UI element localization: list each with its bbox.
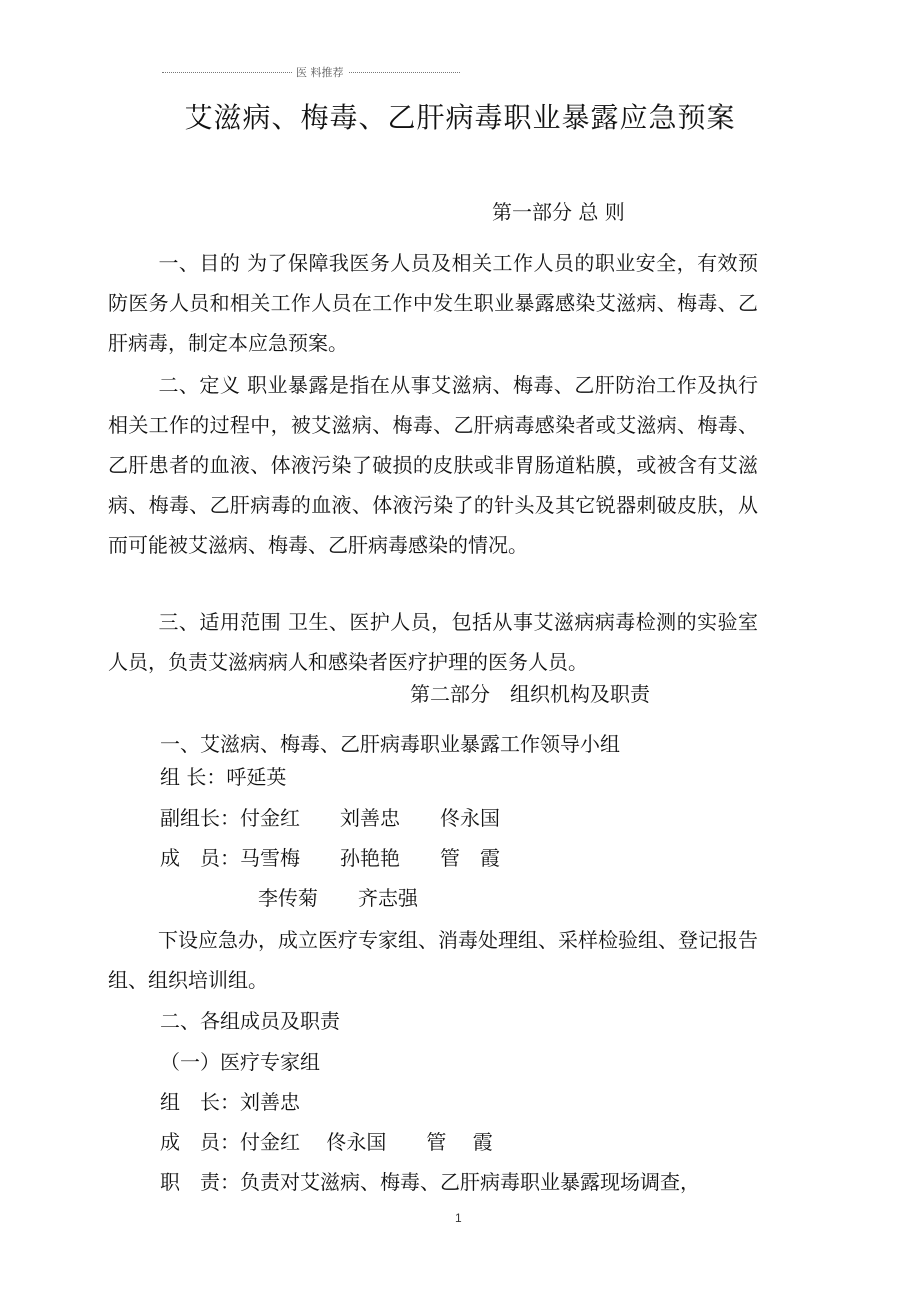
paragraph-purpose-text: 一、目的 为了保障我医务人员及相关工作人员的职业安全，有效预防医务人员和相关工作人员在工作中发生职业暴露感染艾滋病、梅毒、乙肝病毒，制定本应急预案。	[108, 251, 758, 355]
document-title: 艾滋病、梅毒、乙肝病毒职业暴露应急预案	[184, 101, 736, 134]
paragraph-scope	[108, 602, 758, 682]
part2-heading: 第二部分 组织机构及职责	[410, 682, 650, 706]
vice-leaders-line: 副组长：付金红 刘善忠 佟永国	[160, 806, 500, 830]
paragraph-office-text: 下设应急办，成立医疗专家组、消毒处理组、采样检验组、登记报告组、组织培训组。	[108, 928, 758, 992]
paragraph-definition-text: 二、定义 职业暴露是指在从事艾滋病、梅毒、乙肝防治工作及执行相关工作的过程中，被艾滋病、梅毒、乙肝病毒感染者或艾滋病、梅毒、乙肝患者的血液、体液污染了破损的皮肤或非胃肠道粘膜，或被含有艾滋病、梅毒、乙肝病毒的血液、体液污染了的针头及其它锐器刺破皮肤，从而可能被艾滋病、梅毒、乙肝病毒感染的情况。	[108, 373, 758, 557]
paragraph-definition	[108, 365, 758, 565]
members-line-2: 李传菊 齐志强	[258, 886, 418, 910]
group1-members-line: 成 员：付金红 佟永国 管 霞	[160, 1130, 493, 1154]
paragraph-office	[108, 920, 758, 1000]
paragraph-scope-text: 三、适用范围 卫生、医护人员，包括从事艾滋病病毒检测的实验室人员，负责艾滋病病人和感染者医疗护理的医务人员。	[108, 610, 758, 674]
section1-heading: 一、艾滋病、梅毒、乙肝病毒职业暴露工作领导小组	[160, 732, 620, 756]
group1-heading: （一）医疗专家组	[160, 1050, 320, 1074]
page-number: 1	[455, 1211, 462, 1225]
leader-line: 组 长：呼延英	[160, 765, 287, 789]
members-line: 成 员：马雪梅 孙艳艳 管 霞	[160, 846, 500, 870]
paragraph-purpose	[108, 243, 758, 363]
section2-heading: 二、各组成员及职责	[160, 1009, 340, 1033]
group1-leader-line: 组 长：刘善忠	[160, 1090, 300, 1114]
running-header: 医 料推荐	[292, 64, 348, 80]
group1-duty-line: 职 责：负责对艾滋病、梅毒、乙肝病毒职业暴露现场调查，	[160, 1170, 700, 1194]
part1-heading: 第一部分 总 则	[492, 200, 625, 224]
